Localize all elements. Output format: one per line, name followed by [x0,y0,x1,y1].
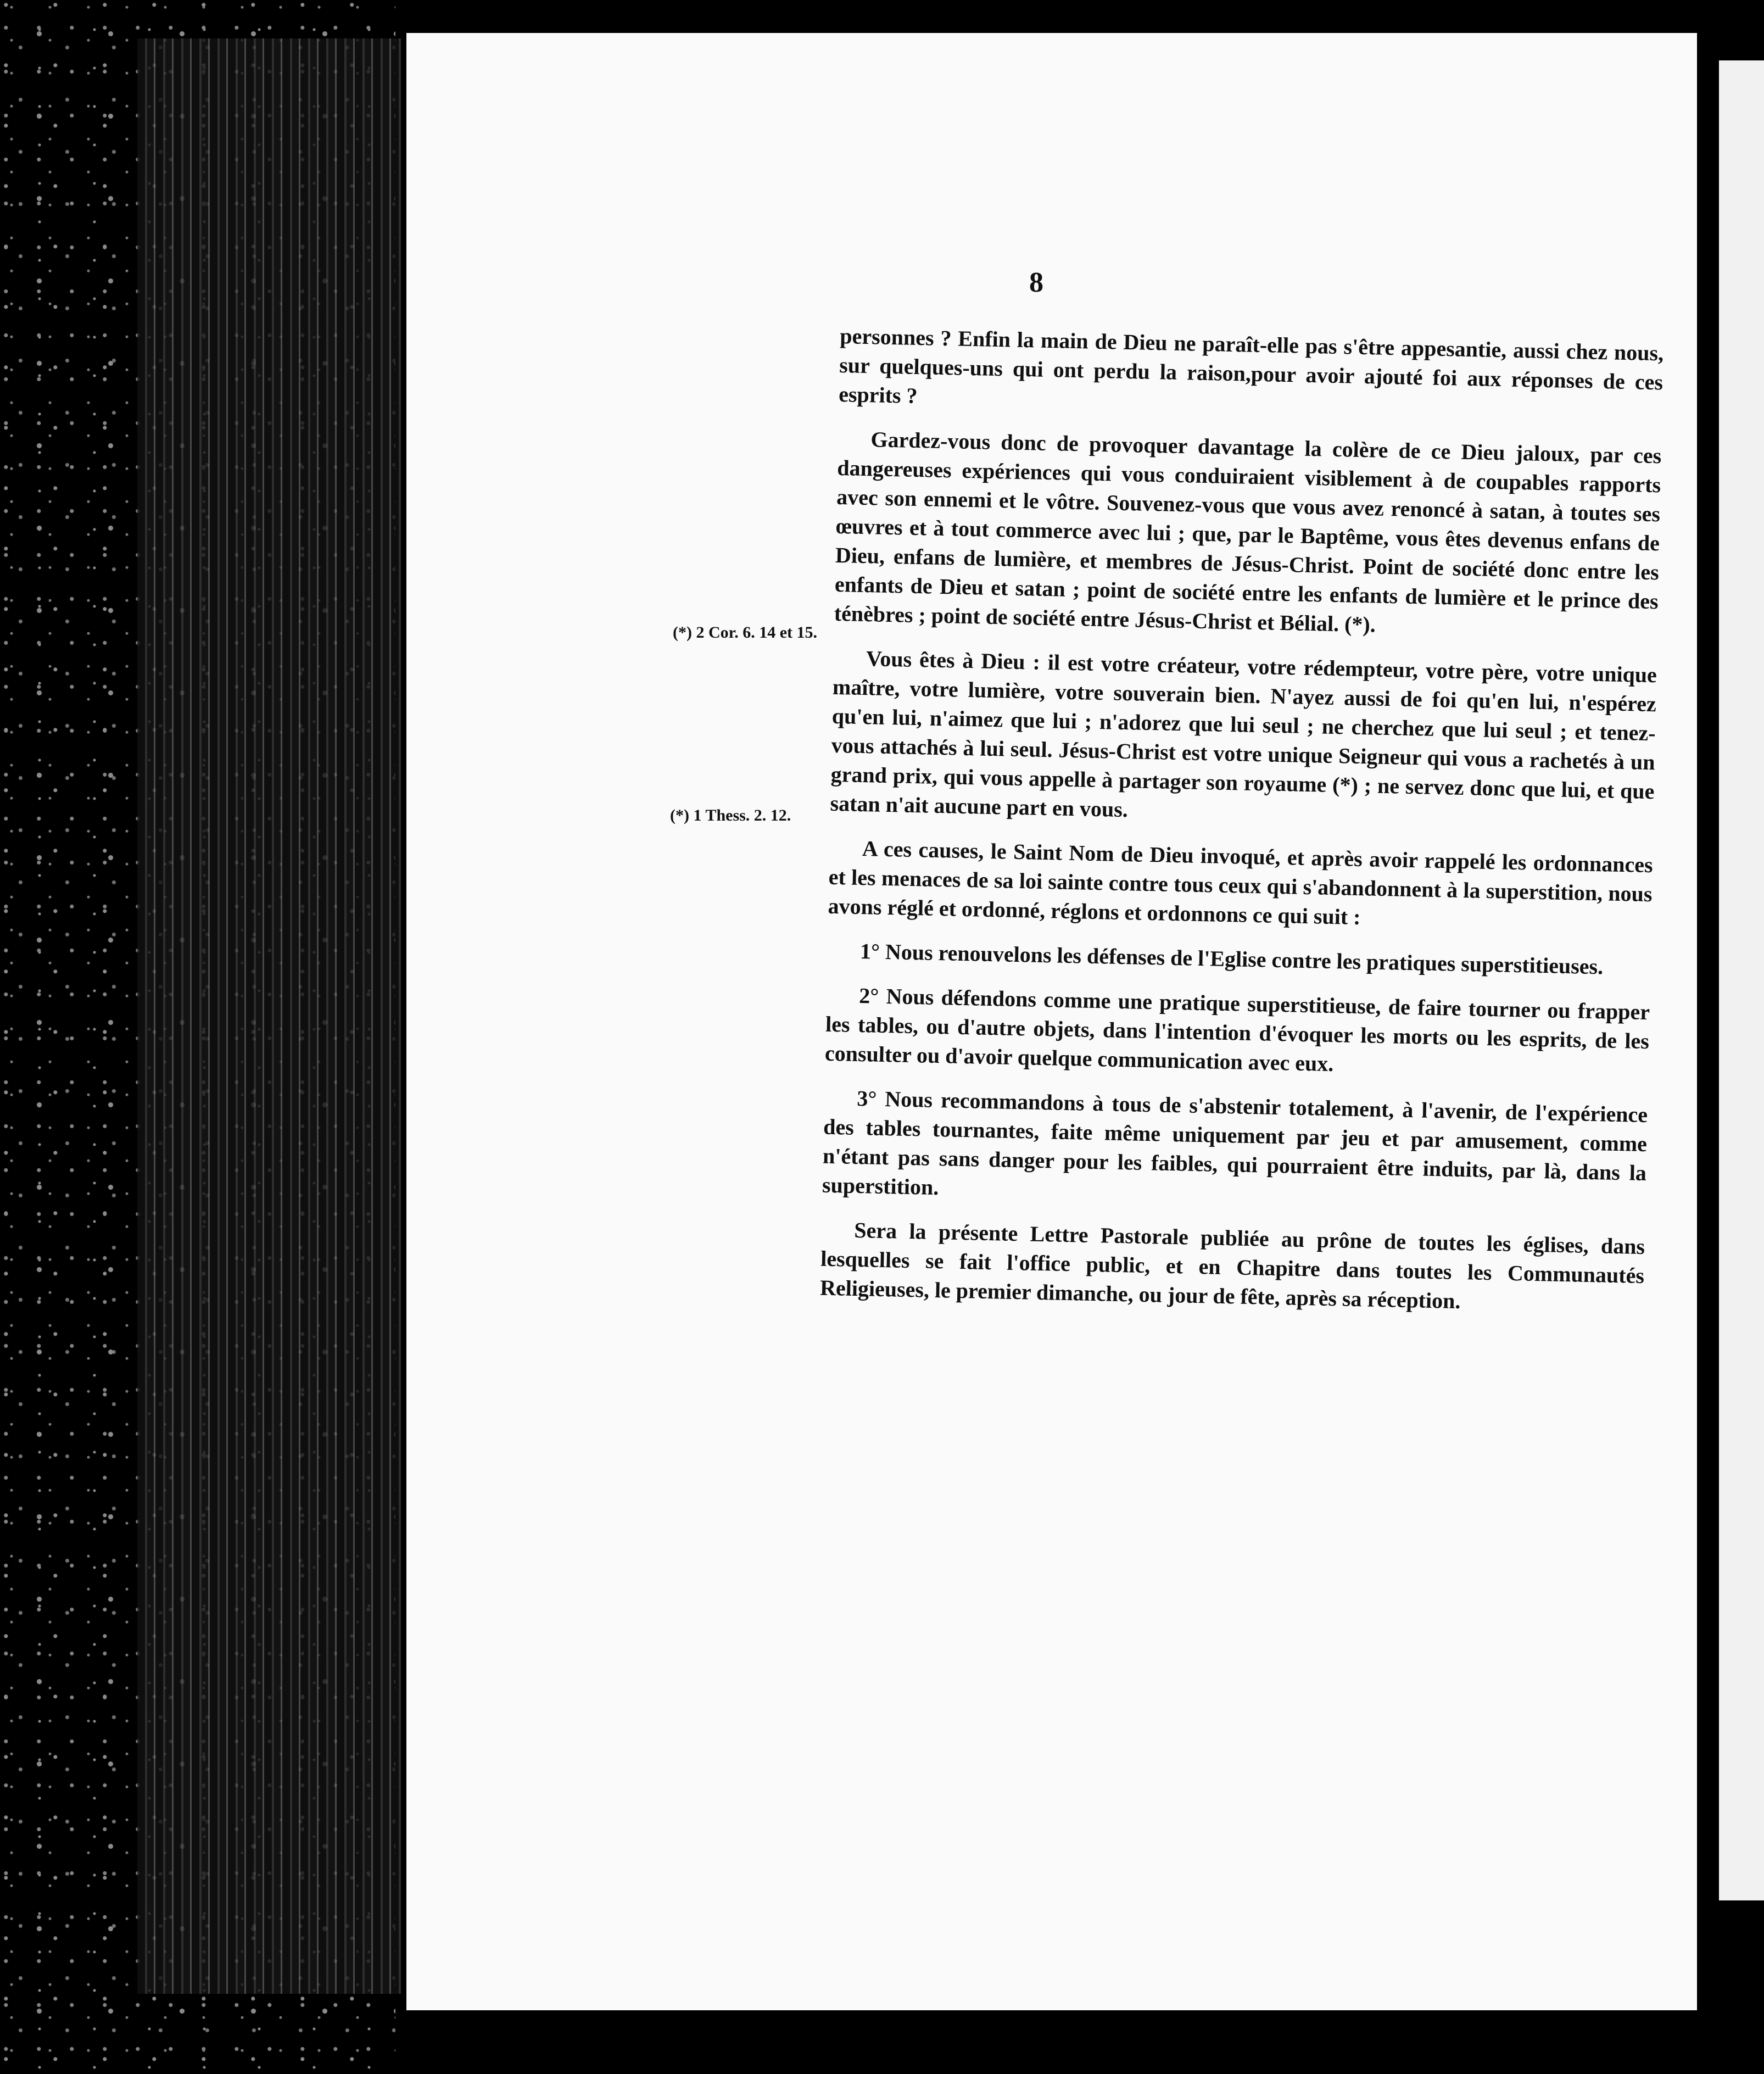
margin-note-1: (*) 2 Cor. 6. 14 et 15. [673,623,818,642]
next-page-edge [1719,60,1764,1900]
book-page-edges [137,38,401,1994]
paragraph: 1° Nous renouvelons les défenses de l'Eglise contre les pratiques superstitieuses. [859,939,1604,979]
paragraph: A ces causes, le Saint Nom de Dieu invoqué, et après avoir rappelé les ordonnances et les menaces de sa loi sainte contre tous ceux qui s'abandonnent à la superstition, nous avons réglé et ordonné, réglons et ordonnons ce qui suit : [828,836,1654,930]
paragraph: Vous êtes à Dieu : il est votre créateur, votre rédempteur, votre père, votre unique maître, votre lumière, votre souverain bien. N'ayez aussi de foi qu'en lui, n'espérez qu'en lui, n'aimez que lui ; n'adorez que lui seul ; ne cherchez que lui seul ; et tenez-vous attachés à lui seul. Jésus-Christ est votre unique Seigneur qui vous a rachetés à un grand prix, qui vous appelle à partager son royaume (*) ; ne servez donc que lui, et que satan n'ait aucune part en vous. [830,646,1657,822]
body-text [819,321,1664,1335]
margin-note-2: (*) 1 Thess. 2. 12. [670,806,791,824]
paragraph: 3° Nous recommandons à tous de s'abstenir totalement, à l'avenir, de l'expérience des tables tournantes, faite même uniquement par jeu et par amusement, comme n'étant pas sans danger pour les faibles, qui pourraient être induits, par là, dans la superstition. [822,1085,1648,1200]
paragraph: Gardez-vous donc de provoquer davantage la colère de ce Dieu jaloux, par ces dangereuses expériences qui vous conduiraient visiblement à de coupables rapports avec son ennemi et le vôtre. Souvenez-vous que vous avez renoncé à satan, à toutes ses œuvres et à tout commerce avec lui ; que, par le Baptême, vous êtes devenus enfans de Dieu, enfans de lumière, et membres de Jésus-Christ. Point de société donc entre les enfants de Dieu et satan ; point de société entre les enfants de lumière et le prince des ténèbres ; point de société entre Jésus-Christ et Bélial. (*). [834,427,1662,637]
paragraph: Sera la présente Lettre Pastorale publiée au prône de toutes les églises, dans lesquelles se fait l'office public, et en Chapitre dans toutes les Communautés Religieuses, le premier dimanche, ou jour de fête, après sa réception. [819,1217,1645,1314]
paragraph: 2° Nous défendons comme une pratique superstitieuse, de faire tourner ou frapper les tables, ou d'autre objets, dans l'intention d'évoquer les morts ou les esprits, de les consulter ou d'avoir quelque communication avec eux. [824,983,1650,1077]
paragraph: personnes ? Enfin la main de Dieu ne paraît-elle pas s'être appesantie, aussi chez nous, sur quelques-uns qui ont perdu la raison,pour avoir ajouté foi aux réponses de ces esprits ? [838,323,1664,408]
page-number: 8 [1029,267,1043,298]
